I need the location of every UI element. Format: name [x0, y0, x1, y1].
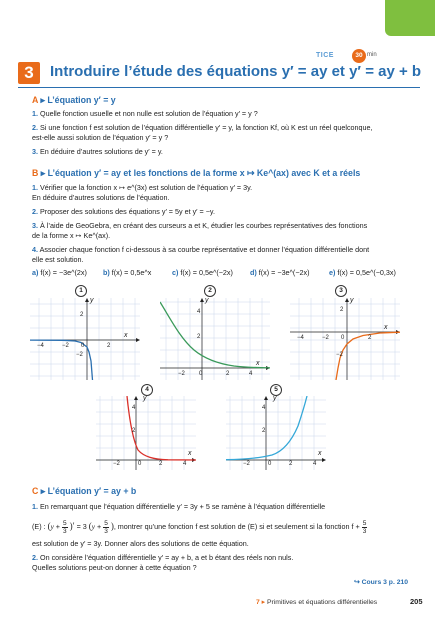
section-b-item-3: 3. À l’aide de GeoGebra, en créant des curseurs a et K, étudier les courbes représentatives des fonctions [32, 221, 368, 230]
graph-4-xtick-1: −2 [113, 461, 120, 467]
graph-2-xtick-4: 4 [249, 371, 253, 377]
graph-3-xtick-4: 2 [368, 335, 372, 341]
graph-3-ytick-2: −2 [336, 352, 343, 358]
section-b-item-1: 1. Vérifier que la fonction x ↦ e^(3x) est solution de l’équation y′ = 3y. [32, 183, 253, 192]
section-c-item-1-cont: est solution de y′ = 3y. Donner alors des solutions de cette équation. [32, 539, 249, 548]
section-c-item-2-cont: Quelles solutions peut-on donner à cette équation ? [32, 563, 197, 572]
graph-3-xtick-2: −2 [322, 335, 329, 341]
timer-icon: 30 [352, 49, 366, 63]
tice-badge: TICE [316, 52, 334, 59]
graph-1-xtick-2: −2 [62, 343, 69, 349]
section-b-item-1-cont: En déduire d’autres solutions de l’équation. [32, 193, 170, 202]
exercise-number: 3 [18, 62, 40, 84]
graph-3-ylabel: y [350, 297, 354, 304]
graph-3-xtick-1: −4 [297, 335, 304, 341]
graph-5-xtick-4: 4 [313, 461, 317, 467]
section-c-item-2: 2. On considère l’équation différentielle y′ = ay + b, a et b étant des réels non nuls. [32, 553, 294, 562]
graph-4-xtick-2: 0 [138, 461, 142, 467]
graph-1-ytick-2: −2 [76, 352, 83, 358]
function-a: a) f(x) = −3e^(2x) [32, 268, 87, 277]
graph-5 [226, 396, 326, 470]
function-b: b) f(x) = 0,5e^x [103, 268, 152, 277]
graph-4-label: 4 [141, 384, 153, 396]
title-divider [18, 87, 420, 88]
graph-2-xtick-2: 0 [199, 371, 203, 377]
graph-1-xtick-1: −4 [37, 343, 44, 349]
section-c-item-1: 1. En remarquant que l’équation différentielle y′ = 3y + 5 se ramène à l’équation différentielle [32, 502, 326, 511]
graph-3-xtick-3: 0 [341, 335, 345, 341]
timer-unit: min [367, 52, 377, 58]
graph-2-ytick-2: 2 [197, 334, 201, 340]
graph-4-ytick-1: 4 [132, 405, 136, 411]
section-a-item-2-cont: est-elle aussi solution de l’équation y′ = y ? [32, 133, 169, 142]
graph-2-xtick-1: −2 [178, 371, 185, 377]
footer-chapter: 7 ▸ Primitives et équations différentielles [256, 599, 378, 606]
section-a-title: A ▸ L’équation y′ = y [32, 95, 116, 105]
page-title: Introduire l’étude des équations y′ = ay et y′ = ay + b [50, 63, 422, 80]
graph-1-ytick-1: 2 [80, 312, 84, 318]
section-b-title: B ▸ L’équation y′ = ay et les fonctions de la forme x ↦ Ke^(ax) avec K et a réels [32, 168, 361, 178]
graph-2-ylabel: y [205, 297, 209, 304]
graph-5-xtick-1: −2 [243, 461, 250, 467]
course-link[interactable]: ↪ Cours 3 p. 210 [354, 579, 409, 586]
graph-2-ytick-1: 4 [197, 309, 201, 315]
graph-5-ytick-2: 2 [262, 428, 266, 434]
function-c: c) f(x) = 0,5e^(−2x) [172, 268, 233, 277]
graph-5-xtick-3: 2 [289, 461, 293, 467]
graph-2-xlabel: x [256, 360, 260, 367]
section-b-item-4: 4. Associer chaque fonction f ci-dessous à sa courbe représentative et donner l’équation différentielle dont [32, 245, 370, 254]
section-b-item-4-cont: elle est solution. [32, 255, 84, 264]
section-b-item-2: 2. Proposer des solutions des équations y′ = 5y et y′ = −y. [32, 207, 215, 216]
graph-3 [290, 298, 400, 380]
graph-5-xlabel: x [318, 450, 322, 457]
graph-5-label: 5 [270, 384, 282, 396]
graph-2 [160, 298, 270, 380]
graph-1 [30, 298, 140, 380]
section-a-item-2: 2. Si une fonction f est solution de l’équation différentielle y′ = y, la fonction Kf, où K est un réel quelconque, [32, 123, 373, 132]
graph-1-xtick-4: 2 [107, 343, 111, 349]
graph-4 [96, 396, 196, 470]
graph-4-ytick-2: 2 [132, 428, 136, 434]
function-e: e) f(x) = 0,5e^(−0,3x) [329, 268, 396, 277]
graph-3-ytick-1: 2 [340, 307, 344, 313]
page-number: 205 [410, 597, 423, 606]
graph-5-xtick-2: 0 [268, 461, 272, 467]
graph-5-ylabel: y [273, 395, 277, 402]
graph-1-xtick-3: 0 [81, 343, 85, 349]
graph-5-ytick-1: 4 [262, 405, 266, 411]
graph-4-ylabel: y [143, 395, 147, 402]
chapter-tab [385, 0, 435, 36]
graph-1-ylabel: y [90, 297, 94, 304]
graph-1-xlabel: x [124, 332, 128, 339]
graph-2-label: 2 [204, 285, 216, 297]
section-a-item-3: 3. En déduire d’autres solutions de y′ = y. [32, 147, 163, 156]
graph-3-label: 3 [335, 285, 347, 297]
section-a-item-1: 1. Quelle fonction usuelle et non nulle est solution de l’équation y′ = y ? [32, 109, 258, 118]
graph-1-label: 1 [75, 285, 87, 297]
section-b-item-3-cont: de la forme x ↦ Ke^(ax). [32, 231, 111, 240]
graph-4-xtick-3: 2 [159, 461, 163, 467]
function-d: d) f(x) = −3e^(−2x) [250, 268, 310, 277]
graph-4-xlabel: x [188, 450, 192, 457]
graph-2-xtick-3: 2 [226, 371, 230, 377]
graph-4-xtick-4: 4 [183, 461, 187, 467]
section-c-equation: (E) : (y + $\frac{5}{3}$ )′ = 3 (y + $\frac{5}{3}$ ), montrer qu’une fonction f est solution de (E) si et seulement si la fonction f + $\frac{5}{3}$ [32, 519, 367, 535]
section-c-title: C ▸ L’équation y′ = ay + b [32, 486, 137, 496]
graph-3-xlabel: x [384, 324, 388, 331]
